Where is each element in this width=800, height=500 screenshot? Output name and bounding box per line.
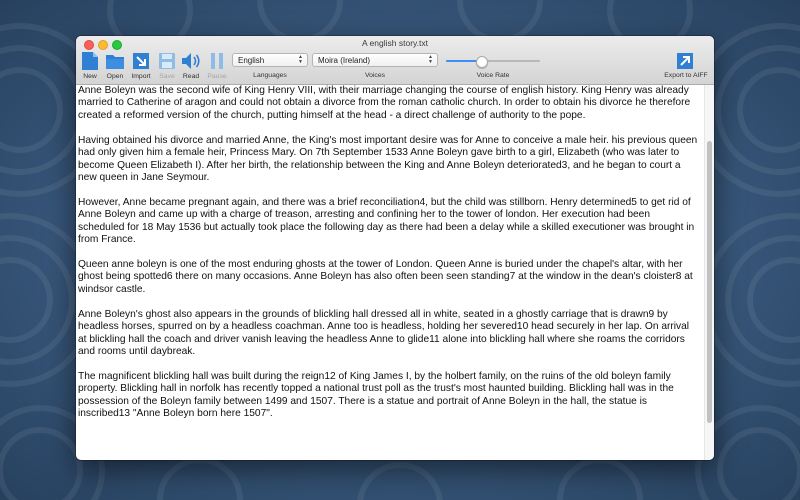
import-label: Import	[131, 73, 151, 80]
pause-label: Pause	[207, 73, 227, 80]
voice-rate-label: Voice Rate	[476, 72, 510, 79]
app-window	[76, 36, 714, 460]
pause-icon	[209, 52, 225, 70]
export-aiff-button[interactable]	[672, 51, 698, 71]
vertical-scrollbar[interactable]	[704, 85, 714, 460]
voice-select[interactable]	[312, 53, 438, 67]
updown-arrows-icon: ▲ ▼	[428, 54, 433, 65]
language-select[interactable]	[232, 53, 308, 67]
document-text-area[interactable]	[76, 85, 705, 460]
window-title: A english story.txt	[362, 38, 428, 48]
document-paragraph: Queen anne boleyn is one of the most enduring ghosts at the tower of London. Queen Anne is buried under the chapel's altar, with her ghost being spotted6 there on many occasions. Anne Boleyn has also often been seen standing7 at the window in the dean's cloister8 at windsor castle.	[78, 258, 693, 295]
speaker-icon	[181, 52, 201, 70]
open-label: Open	[106, 73, 124, 80]
new-button[interactable]	[77, 51, 103, 80]
voice-rate-slider[interactable]	[446, 60, 540, 62]
read-button[interactable]	[178, 51, 204, 80]
scrollbar-thumb[interactable]	[707, 141, 712, 423]
language-value: English	[238, 56, 265, 65]
open-button[interactable]	[102, 51, 128, 80]
export-icon	[676, 52, 694, 70]
read-label: Read	[182, 73, 200, 80]
languages-label: Languages	[253, 72, 287, 79]
document-paragraph: Anne Boleyn's ghost also appears in the grounds of blickling hall dressed all in white, seated in a ghostly carriage that is drawn9 by headless horses, spurred on by a headless coachman. Anne too is headless, holding her severed10 head securely in her lap. On arrival at blickling hall the coach and driver vanish leaving the headless Anne to glide11 alone into blickling hall where she roams the corridors and rooms until daybreak.	[78, 308, 690, 357]
import-icon	[132, 52, 150, 70]
document-paragraph: Having obtained his divorce and married Anne, the King's most important desire was for Anne to conceive a male heir. his previous queen had only given him a female heir, Princess Mary. On 7th September 1533 Anne Boleyn gave birth to a girl, Elizabeth (who was later to become Queen Elizabeth I). After her birth, the relationship between the King and Anne Boleyn deteriorated3, and he began to court a new queen in Jane Seymour.	[78, 134, 698, 183]
document-paragraph: However, Anne became pregnant again, and there was a brief reconciliation4, but the child was stillborn. Henry determined5 to get rid of Anne Boleyn and came up with a charge of treason, arresting and confining her to the tower of london. Her execution had been scheduled for 18 May 1536 but actually took place the following day as there had been a delay while a skilled executioner was brought in from France.	[78, 196, 695, 246]
save-disk-icon	[158, 52, 176, 70]
voice-rate-knob[interactable]	[476, 56, 488, 68]
new-label: New	[83, 73, 97, 80]
save-label: Save	[159, 73, 175, 80]
voice-value: Moira (Ireland)	[318, 56, 371, 65]
export-label: Export to AIFF	[664, 72, 708, 79]
pause-button[interactable]	[204, 51, 230, 80]
save-button[interactable]	[154, 51, 180, 80]
import-button[interactable]	[128, 51, 154, 80]
updown-arrows-icon: ▲ ▼	[298, 54, 303, 65]
new-document-icon	[81, 51, 99, 71]
voices-label: Voices	[364, 72, 386, 79]
folder-icon	[105, 52, 125, 70]
toolbar	[76, 36, 714, 85]
document-paragraph: The magnificent blickling hall was built during the reign12 of King James I, by the holbert family, on the ruins of the old boleyn family property. Blickling hall in norfolk has recently topped a national trust poll as the trust's most haunted building. Blickling hall was in the possession of the Boleyn family between 1499 and 1507. There is a statue and portrait of Anne Boleyn in the hall, the statue is inscribed13 "Anne Boleyn born here 1507".	[78, 370, 674, 420]
document-paragraph: Anne Boleyn was the second wife of King Henry VIII, with their marriage changing the course of english history. King Henry was already married to Catherine of aragon and could not obtain a divorce from the roman catholic church. In order to obtain his divorce he therefore created a reformed version of the church, putting himself at the head - a direct challenge of authority to the pope.	[78, 85, 691, 121]
